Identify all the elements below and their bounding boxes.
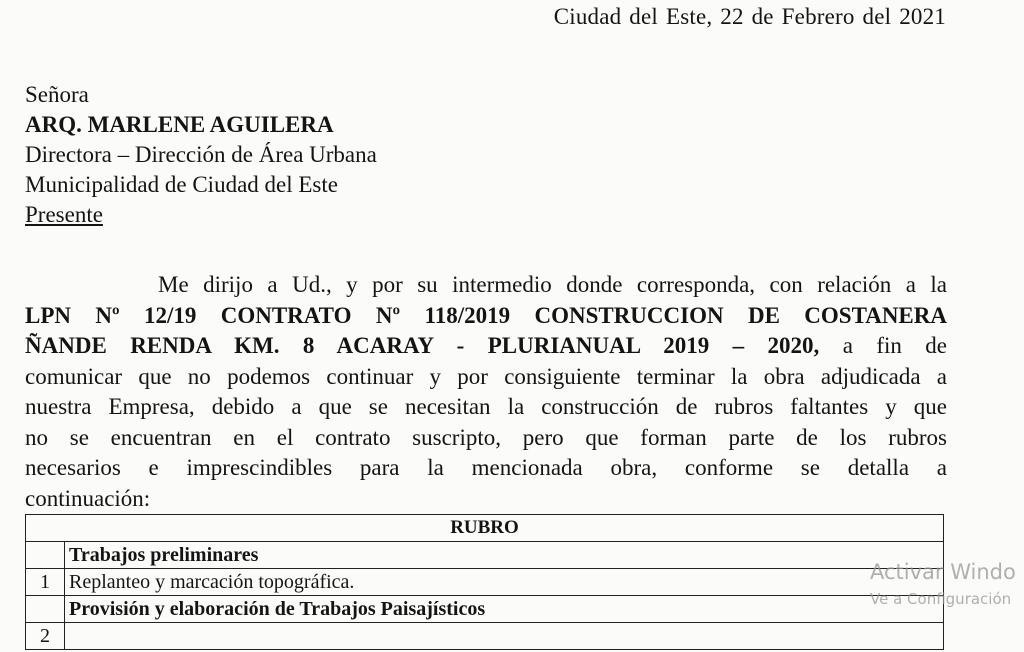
table-section-paisajisticos: Provisión y elaboración de Trabajos Paisajísticos [65, 596, 944, 623]
table-cell-num: 1 [26, 569, 65, 596]
recipient-presente: Presente [25, 202, 103, 227]
table-cell-num: 2 [26, 623, 65, 650]
table-cell-num [26, 596, 65, 623]
letter-body [25, 270, 947, 514]
body-line-8: continuación: [25, 485, 151, 511]
body-line-3-bold: ÑANDE RENDA KM. 8 ACARAY - PLURIANUAL 2019 – 2020, [25, 333, 820, 358]
body-line-7: necesarios e imprescindibles para la mencionada obra, conforme se detalla a [25, 455, 947, 480]
recipient-name: ARQ. MARLENE AGUILERA [25, 112, 334, 137]
table-cell-text [65, 623, 944, 650]
body-line-4: comunicar que no podemos continuar y por consiguiente terminar la obra adjudicada a [25, 363, 947, 389]
table-section-row [26, 542, 944, 569]
table-section-preliminares: Trabajos preliminares [65, 542, 944, 569]
body-line-5: nuestra Empresa, debido a que se necesitan la construcción de rubros faltantes y que [25, 394, 947, 419]
recipient-institution: Municipalidad de Ciudad del Este [25, 172, 338, 197]
watermark-title: Activar Windo [870, 560, 1016, 584]
table-header-rubro: RUBRO [26, 515, 944, 542]
table-row [26, 623, 944, 650]
table-cell-text: Replanteo y marcación topográfica. [65, 569, 944, 596]
activation-watermark [870, 560, 1016, 608]
body-line-3-rest: a fin de [819, 333, 948, 358]
rubros-table [25, 514, 944, 650]
watermark-subtitle: Ve a Configuración [870, 590, 1012, 608]
recipient-position: Directora – Dirección de Área Urbana [25, 142, 377, 167]
body-line-6: no se encuentran en el contrato suscripto, pero que forman parte de los rubros [25, 424, 947, 450]
letter-date: Ciudad del Este, 22 de Febrero del 2021 [553, 4, 946, 29]
recipient-salutation: Señora [25, 82, 89, 107]
body-line-2: LPN Nº 12/19 CONTRATO Nº 118/2019 CONSTRUCCION DE COSTANERA [25, 302, 947, 328]
body-line-1: Me dirijo a Ud., y por su intermedio donde corresponda, con relación a la [158, 272, 947, 297]
table-section-row [26, 596, 944, 623]
body-line-3 [25, 331, 947, 362]
table-cell-num [26, 542, 65, 569]
table-header-row [26, 515, 944, 542]
table-row [26, 569, 944, 596]
